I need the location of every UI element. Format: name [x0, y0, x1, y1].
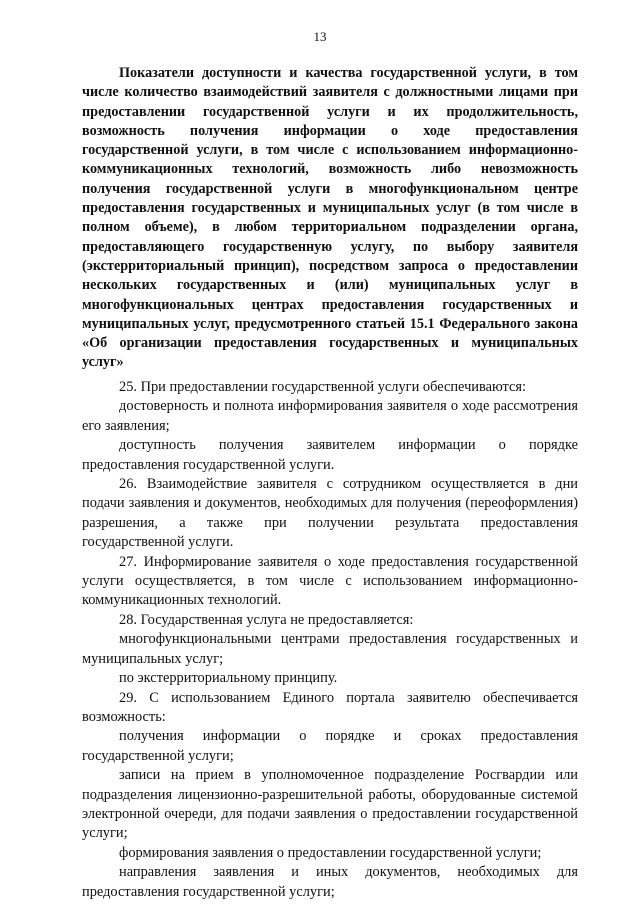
- paragraph-29-item-3: формирования заявления о предоставлении государственной услуги;: [119, 844, 542, 861]
- paragraph-29-item-1: получения информации о порядке и сроках предоставления государственной услуги;: [82, 728, 578, 764]
- paragraph-25-item-1: достоверность и полнота информирования заявителя о ходе рассмотрения его заявления;: [82, 398, 578, 434]
- section-heading-text: Показатели доступности и качества государственной услуги, в том числе количество взаимодействий заявителя с должностными лицами при предоставлении государственной услуги и их продолжительность, возможность получения информации о ходе предоставления государственной услуги, в том числе с использованием информационно-коммуникационных технологий, возможность либо невозможность получения государственной услуги в многофункциональном центре предоставления государственных и муниципальных услуг (в том числе в полном объеме), в любом территориальном подразделении органа, предоставляющего государственную услугу, по выбору заявителя (экстерриториальный принцип), посредством запроса о предоставлении нескольких государственных и (или) муниципальных услуг в многофункциональных центрах предоставления государственных и муниципальных услуг, предусмотренного статьей 15.1 Федерального закона «Об организации предоставления государственных и муниципальных услуг»: [82, 65, 578, 371]
- paragraph-29-item-2: записи на прием в уполномоченное подразделение Росгвардии или подразделения лицензионно-разрешительной работы, оборудованные системой электронной очереди, для подачи заявления о предоставлении государственной услуги;: [82, 767, 578, 842]
- paragraph-25-item-2: доступность получения заявителем информации о порядке предоставления государственной услуги.: [82, 437, 578, 473]
- paragraph-28-item-1: многофункциональными центрами предоставления государственных и муниципальных услуг;: [82, 631, 578, 667]
- paragraph-27: 27. Информирование заявителя о ходе предоставления государственной услуги осуществляется, в том числе с использованием информационно-коммуникационных технологий.: [82, 553, 578, 609]
- paragraph-26: 26. Взаимодействие заявителя с сотрудником осуществляется в дни подачи заявления и документов, необходимых для получения (переоформления) разрешения, а также при получении результата предоставления государственной услуги.: [82, 476, 578, 551]
- body-text: [82, 378, 578, 902]
- paragraph-29: 29. С использованием Единого портала заявителю обеспечивается возможность:: [82, 689, 578, 725]
- paragraph-29-item-4: направления заявления и иных документов, необходимых для предоставления государственной услуги;: [82, 864, 578, 900]
- paragraph-28-item-2: по экстерриториальному принципу.: [119, 670, 338, 687]
- paragraph-25: 25. При предоставлении государственной услуги обеспечиваются:: [119, 379, 527, 395]
- page-number: 13: [313, 29, 327, 44]
- paragraph-28: 28. Государственная услуга не предоставляется:: [119, 611, 414, 628]
- section-heading: [82, 64, 578, 373]
